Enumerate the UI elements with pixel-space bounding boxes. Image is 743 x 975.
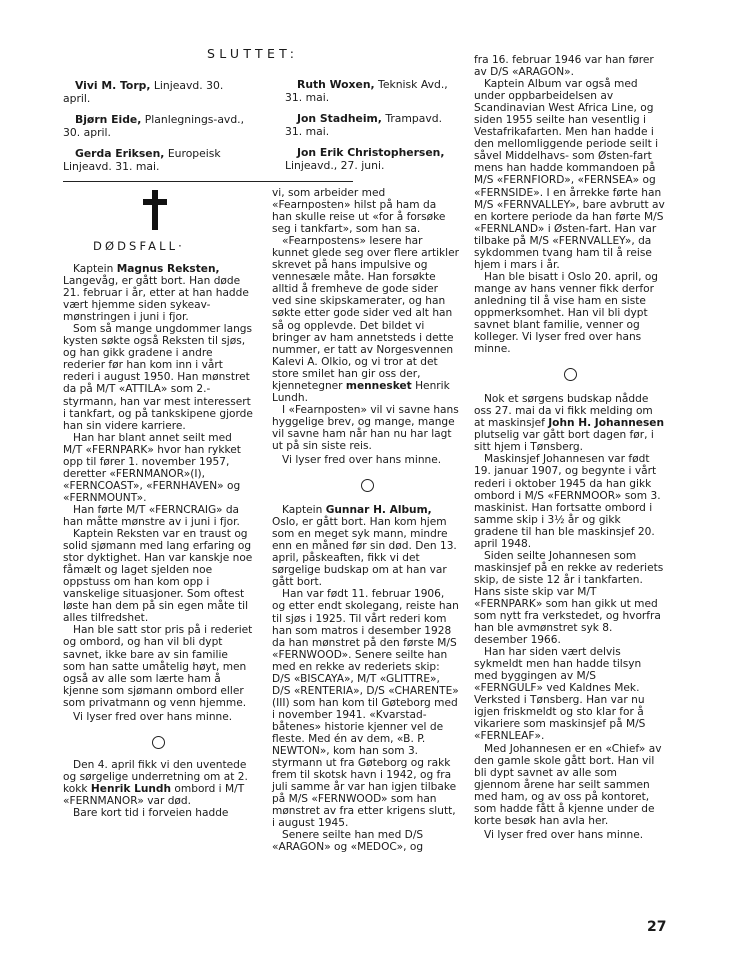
paragraph: Bare kort tid i forveien hadde [73, 806, 229, 819]
column-1 [63, 263, 253, 819]
paragraph: Han førte M/T «FERNCRAIG» da han måtte mønstre av i juni i fjor. [63, 503, 240, 528]
sluttet-entry: Jon Stadheim, Trampavd. 31. mai. [285, 112, 443, 138]
paragraph: Kaptein Album var også med under oppbarbeidelsen av Scandinavian West Africa Line, og siden 1955 seilte han vesentlig i Vestafrikafarten. Men han hadde i den mellomliggende periode seilt i såvel Middelhavs- som Østen-fart mens han hadde kommandoen på M/S «FERNFIORD», «FERNSEA» og «FERNSIDE». I en årrekke førte han M/S «FERNVALLEY», bare avbrutt av en kortere periode da han førte M/S «FERNLAND» i Østen-fart. Han var tilbake på M/S «FERNVALLEY», da sykdommen tvang ham til å reise hjem i mars i år. [474, 78, 665, 271]
separator-circle-icon [564, 368, 577, 381]
paragraph: Kaptein Gunnar H. Album, Oslo, er gått bort. Han kom hjem som en meget syk mann, mindre enn en måned før sin død. Den 13. april, påskeaften, fikk vi det sørgelige budskap om at han var gått bort. [272, 504, 457, 589]
page-number: 27 [647, 919, 667, 935]
paragraph: Siden seilte Johannesen som maskinsjef på en rekke av rederiets skip, de siste 12 år i tankfarten. Hans siste skip var M/T «FERNPARK» som han gikk ut med som nytt fra verkstedet, og hvorfra han ble avmønstret syk 8. desember 1966. [474, 549, 664, 647]
column-2 [272, 187, 459, 853]
sluttet-entry: Ruth Woxen, Teknisk Avd., 31. mai. [285, 78, 448, 104]
paragraph: Vi lyser fred over hans minne. [282, 454, 442, 467]
paragraph: Han var født 11. februar 1906, og etter endt skolegang, reiste han til sjøs i 1925. Til vårt rederi kom han som matros i desember 1928 da han mønstret på den første M/S «FERNWOOD». Senere seilte han med en rekke av rederiets skip: D/S «BISCAYA», M/T «GLITTRE», D/S «RENTERIA», D/S «CHARENTE» (III) som han kom til Gøteborg med i november 1941. «Kvarstad-båtenes» historie kjenner vel de fleste. Med én av dem, «B. P. NEWTON», kom han som 3. styrmann ut fra Gøteborg og rakk frem til skotsk havn i 1942, og fra juli samme år var han igjen tilbake på M/S «FERNWOOD» som han mønstret av fra etter krigens slutt, i august 1945. [272, 588, 459, 830]
paragraph: Han ble satt stor pris på i rederiet og ombord, og han vil bli dypt savnet, ikke bare av sin familie som han satte umåtelig høyt, men også av alle som lærte ham å kjenne som sjømann ombord eller som privatmann og venn hjemme. [63, 624, 253, 709]
paragraph: Kaptein Magnus Reksten, Langevåg, er gått bort. Han døde 21. februar i år, etter at han hadde vært hjemme siden sykeav-mønstringen i juni i fjor. [63, 263, 249, 324]
paragraph: fra 16. februar 1946 var han fører av D/S «ARAGON». [474, 54, 654, 79]
sluttet-left-list [63, 79, 253, 173]
cross-icon [143, 190, 167, 230]
section-divider [63, 181, 353, 182]
sluttet-entry: Gerda Eriksen, Europeisk Linjeavd. 31. mai. [63, 147, 221, 173]
paragraph: Den 4. april fikk vi den uventede og sørgelige underretning om at 2. kokk Henrik Lundh ombord i M/T «FERNMANOR» var død. [63, 758, 248, 807]
paragraph: Kaptein Reksten var en traust og solid sjømann med lang erfaring og stor dyktighet. Han var kanskje noe fåmælt og laget sjelden noe oppstuss om han kom opp i vanskelige situasjoner. Som oftest løste han dem på sin egen måte til alles tilfredshet. [63, 528, 253, 625]
sluttet-entry: Bjørn Eide, Planlegnings-avd., 30. april. [63, 113, 245, 139]
paragraph: vi, som arbeider med «Fearnposten» hilst på ham da han skulle reise ut «for å forsøke seg i tankfart», som han sa. [272, 187, 446, 236]
paragraph: Vi lyser fred over hans minne. [73, 710, 233, 723]
sluttet-entry: Vivi M. Torp, Linjeavd. 30. april. [63, 79, 224, 105]
sluttet-entry: Jon Erik Christophersen, Linjeavd., 27. juni. [285, 146, 445, 172]
column-3 [474, 54, 666, 841]
paragraph: Han har siden vært delvis sykmeldt men han hadde tilsyn med byggingen av M/S «FERNGULF» ved Kaldnes Mek. Verksted i Tønsberg. Han var nu igjen friskmeldt og sto klar for å vikariere som maskinsjef på M/S «FERNLEAF». [474, 646, 646, 743]
paragraph: Han ble bisatt i Oslo 20. april, og mange av hans venner fikk derfor anledning til å vise ham en siste oppmerksomhet. Han vil bli dypt savnet blant familie, venner og kolleger. Vi lyser fred over hans minne. [474, 270, 659, 356]
sluttet-right-list [285, 78, 460, 172]
paragraph: Maskinsjef Johannesen var født 19. januar 1907, og begynte i vårt rederi i oktober 1945 da han gikk ombord i M/S «FERNMOOR» som 3. maskinist. Han fortsatte ombord i samme skip i 3½ år og gikk gradene til han ble maskinsjef 20. april 1948. [474, 453, 661, 550]
paragraph: Senere seilte han med D/S «ARAGON» og «MEDOC», og [272, 829, 424, 854]
section-heading-dodsfall: DØDSFALL· [93, 239, 185, 253]
paragraph: «Fearnpostens» lesere har kunnet glede seg over flere artikler skrevet på hans impulsive og vennesæle måte. Han forsøkte alltid å fremheve de gode sider ved sine skipskamerater, og han søkte etter gode sider ved alt han så og opplevde. Det bildet vi bringer av ham annetsteds i dette nummer, er tatt av Norgesvennen Kalevi A. Olkio, og vi tror at det store smilet han gir oss der, kjennetegner mennesket Henrik Lundh. [272, 235, 459, 404]
paragraph: I «Fearnposten» vil vi savne hans hyggelige brev, og mange, mange vil savne ham når han nu har lagt ut på sin siste reis. [272, 403, 459, 452]
paragraph: Nok et sørgens budskap nådde oss 27. mai da vi fikk melding om at maskinsjef John H. Johannesen plutselig var gått bort dagen før, i sitt hjem i Tønsberg. [474, 393, 664, 454]
paragraph: Som så mange ungdommer langs kysten søkte også Reksten til sjøs, og han gikk gradene i andre rederier før han kom inn i vårt rederi i august 1950. Han mønstret da på M/T «ATTILA» som 2.-styrmann, han var mest interessert i tankfart, og på tankskipene gjorde han sin videre karriere. [63, 323, 253, 432]
separator-circle-icon [361, 479, 374, 492]
paragraph: Han har blant annet seilt med M/T «FERNPARK» hvor han rykket opp til fører 1. november 1957, deretter «FERNMANOR»(I), «FERNCOAST», «FERNHAVEN» og «FERNMOUNT». [63, 431, 241, 504]
separator-circle-icon [152, 736, 165, 749]
section-heading-sluttet: SLUTTET: [207, 46, 299, 61]
paragraph: Vi lyser fred over hans minne. [484, 828, 644, 841]
paragraph: Med Johannesen er en «Chief» av den gamle skole gått bort. Han vil bli dypt savnet av alle som gjennom årene har seilt sammen med ham, og av oss på kontoret, som hadde fått å kjenne under de korte besøk han avla her. [474, 742, 662, 827]
